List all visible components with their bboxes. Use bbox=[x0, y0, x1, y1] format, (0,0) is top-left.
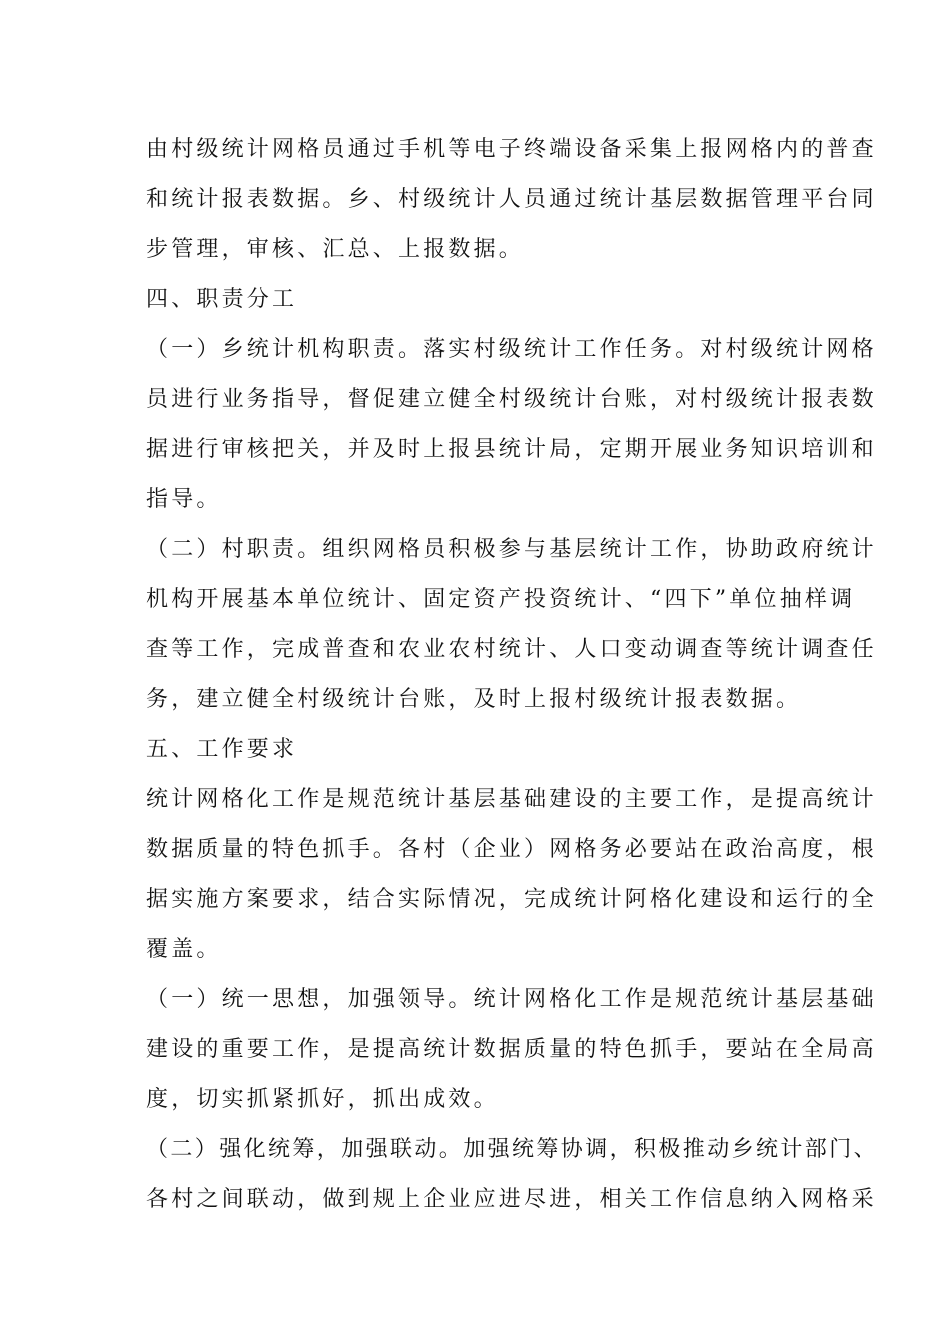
text-line-14: 统计网格化工作是规范统计基层基础建设的主要工作，是提高统计 bbox=[146, 787, 877, 812]
text-line-20: 度，切实抓紧抓好，抓出成效。 bbox=[146, 1087, 499, 1112]
text-line-19: 建设的重要工作，是提高统计数据质量的特色抓手，要站在全局高 bbox=[146, 1037, 877, 1062]
section-heading-4: 四、职责分工 bbox=[146, 287, 298, 312]
text-line-17: 覆盖。 bbox=[146, 937, 222, 962]
text-line-1: 由村级统计网格员通过手机等电子终端设备采集上报网格内的普查 bbox=[146, 137, 877, 162]
text-line-3: 步管理，审核、汇总、上报数据。 bbox=[146, 237, 525, 262]
text-line-16: 据实施方案要求，结合实际情况，完成统计阿格化建设和运行的全 bbox=[146, 887, 877, 912]
text-line-8: 指导。 bbox=[146, 487, 222, 512]
text-line-6: 员进行业务指导，督促建立健全村级统计台账，对村级统计报表数 bbox=[146, 387, 877, 412]
text-line-7: 据进行审核把关，并及时上报县统计局，定期开展业务知识培训和 bbox=[146, 437, 877, 462]
text-line-15: 数据质量的特色抓手。各村（企业）网格务必要站在政治高度，根 bbox=[146, 837, 877, 862]
text-line-22: 各村之间联动，做到规上企业应进尽进，相关工作信息纳入网格采 bbox=[146, 1187, 877, 1212]
text-line-2: 和统计报表数据。乡、村级统计人员通过统计基层数据管理平台同 bbox=[146, 187, 877, 212]
text-line-18: （一）统一思想，加强领导。统计网格化工作是规范统计基层基础 bbox=[146, 987, 877, 1012]
text-line-9: （二）村职责。组织网格员积极参与基层统计工作，协助政府统计 bbox=[146, 537, 877, 562]
text-line-12: 务，建立健全村级统计台账，及时上报村级统计报表数据。 bbox=[146, 687, 802, 712]
text-line-10: 机构开展基本单位统计、固定资产投资统计、“四下”单位抽样调 bbox=[146, 587, 856, 612]
text-line-11: 查等工作，完成普查和农业农村统计、人口变动调查等统计调查任 bbox=[146, 637, 877, 662]
text-line-5: （一）乡统计机构职责。落实村级统计工作任务。对村级统计网格 bbox=[146, 337, 877, 362]
section-heading-5: 五、工作要求 bbox=[146, 737, 298, 762]
text-line-21: （二）强化统筹，加强联动。加强统筹协调，积极推动乡统计部门、 bbox=[146, 1137, 879, 1162]
